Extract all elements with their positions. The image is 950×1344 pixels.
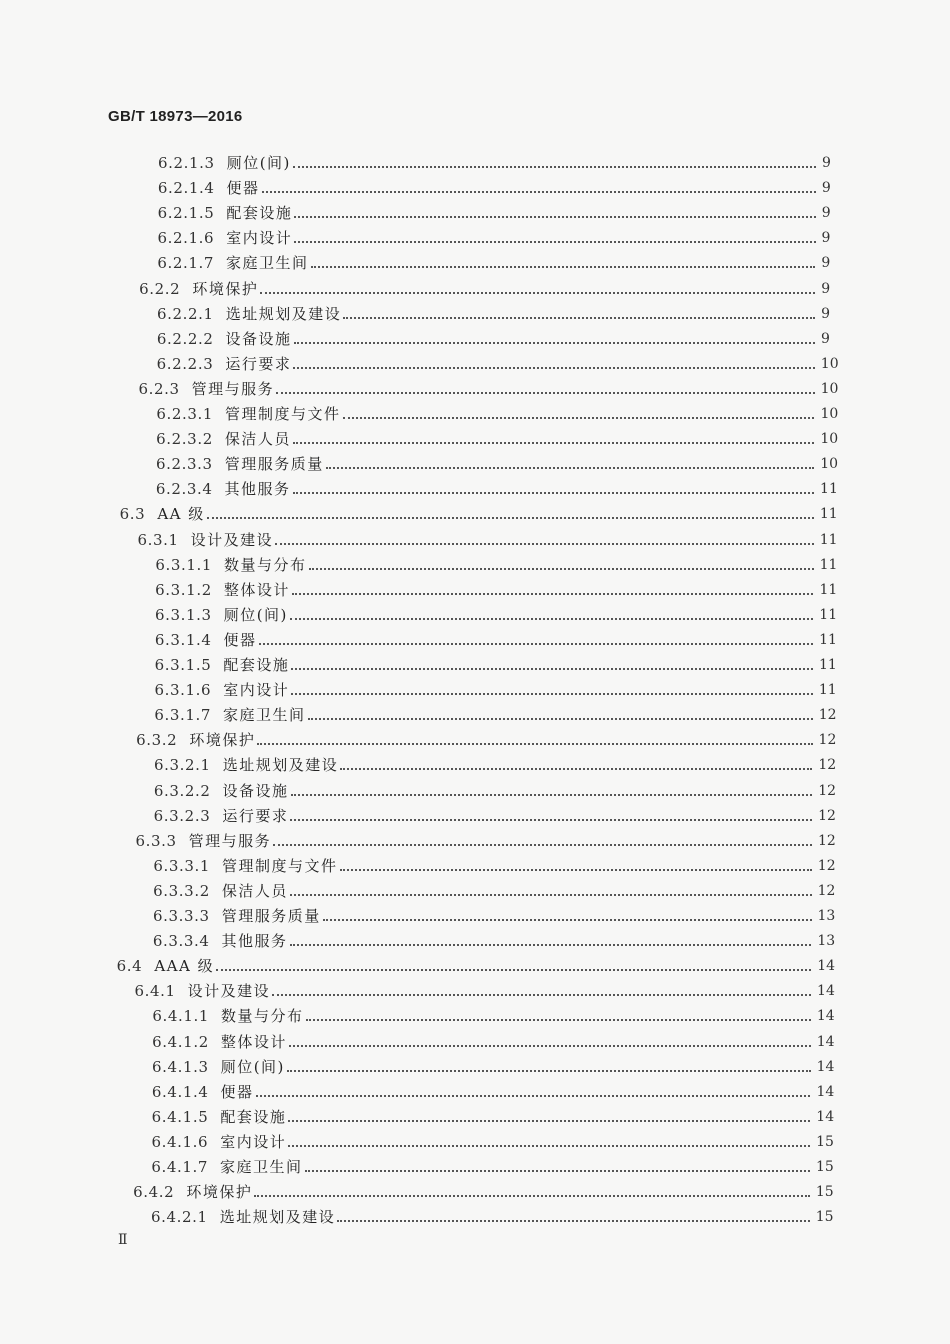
toc-entry-page: 10 <box>820 355 839 372</box>
toc-entry-page: 12 <box>818 757 837 774</box>
toc-entry[interactable] <box>153 926 836 950</box>
toc-entry-title: 设备设施 <box>225 329 292 348</box>
toc-entry[interactable] <box>152 1052 835 1076</box>
toc-entry-title: 便器 <box>223 630 257 649</box>
toc-entry-page: 10 <box>820 431 839 448</box>
toc-entry-page: 12 <box>817 832 836 849</box>
toc-entry[interactable] <box>135 976 836 1000</box>
toc-dot-leader <box>308 718 813 720</box>
toc-entry-number: 6.4.1.3 <box>152 1057 209 1076</box>
toc-entry-title: 整体设计 <box>220 1032 287 1051</box>
toc-entry[interactable] <box>158 173 840 197</box>
toc-entry-page: 9 <box>821 255 831 272</box>
toc-entry-number: 6.3.2.3 <box>153 806 211 825</box>
toc-entry-number: 6.4.1.7 <box>151 1158 209 1176</box>
toc-entry-page: 11 <box>819 531 838 548</box>
toc-entry-title: 管理与服务 <box>188 831 272 850</box>
toc-entry-page: 9 <box>821 230 831 247</box>
toc-entry[interactable] <box>136 725 836 749</box>
toc-entry-title: 室内设计 <box>223 681 290 700</box>
toc-dot-leader <box>340 768 812 770</box>
toc-dot-leader <box>273 844 812 846</box>
toc-entry[interactable] <box>133 1177 834 1201</box>
toc-entry-title: 环境保护 <box>189 731 256 750</box>
toc-entry[interactable] <box>120 499 838 523</box>
toc-dot-leader <box>311 266 816 268</box>
toc-entry[interactable] <box>153 851 835 875</box>
toc-entry-number: 6.3.1.1 <box>155 555 213 574</box>
toc-dot-leader <box>305 1170 810 1172</box>
toc-entry-title: 保洁人员 <box>224 430 291 449</box>
toc-entry[interactable] <box>152 1102 835 1126</box>
toc-entry-number: 6.3 <box>119 505 146 524</box>
toc-entry-number: 6.3.3.2 <box>153 881 210 900</box>
toc-entry-title: 设备设施 <box>222 781 289 800</box>
toc-entry[interactable] <box>155 625 837 649</box>
toc-dot-leader <box>216 969 811 971</box>
toc-entry-number: 6.4.1.4 <box>151 1082 209 1101</box>
toc-dot-leader <box>290 944 812 946</box>
toc-entry-title: 管理与服务 <box>191 379 275 398</box>
toc-entry-number: 6.2.1.3 <box>158 154 215 172</box>
toc-entry[interactable] <box>152 1027 835 1051</box>
toc-entry-number: 6.3.1 <box>137 530 179 549</box>
toc-entry[interactable] <box>156 474 838 498</box>
toc-dot-leader <box>275 543 814 545</box>
toc-entry[interactable] <box>158 148 840 172</box>
page-number: Ⅱ <box>118 1232 128 1248</box>
toc-entry-title: 室内设计 <box>226 229 293 248</box>
toc-entry-page: 14 <box>816 1108 835 1125</box>
toc-entry-page: 11 <box>818 682 837 699</box>
toc-entry-number: 6.2.2.1 <box>157 304 214 323</box>
toc-entry-number: 6.3.1.5 <box>154 656 212 674</box>
toc-entry-page: 12 <box>818 732 837 749</box>
toc-entry[interactable] <box>156 449 838 473</box>
toc-dot-leader <box>254 1195 809 1197</box>
toc-entry-number: 6.3.1.3 <box>155 605 212 624</box>
toc-entry-title: 数量与分布 <box>221 1007 304 1026</box>
toc-dot-leader <box>287 1070 811 1072</box>
toc-entry[interactable] <box>138 525 838 549</box>
toc-entry-page: 13 <box>817 933 836 950</box>
toc-entry[interactable] <box>136 826 836 850</box>
toc-entry[interactable] <box>155 650 837 674</box>
toc-entry-number: 6.2.3.3 <box>156 455 213 474</box>
toc-entry-page: 10 <box>820 380 839 397</box>
toc-dot-leader <box>326 467 814 469</box>
toc-entry[interactable] <box>154 700 836 724</box>
toc-dot-leader <box>272 994 811 996</box>
toc-entry-title: 家庭卫生间 <box>223 706 306 725</box>
toc-dot-leader <box>291 668 813 670</box>
toc-entry-title: 选址规划及建设 <box>219 1208 336 1227</box>
toc-dot-leader <box>337 1220 809 1222</box>
toc-entry-page: 13 <box>817 908 836 924</box>
toc-entry-page: 9 <box>820 330 830 347</box>
toc-entry-title: 运行要求 <box>222 806 289 825</box>
toc-entry[interactable] <box>154 776 836 800</box>
toc-dot-leader <box>291 794 813 796</box>
toc-entry-number: 6.4.1.2 <box>152 1032 209 1051</box>
toc-entry-title: AA 级 <box>157 505 205 524</box>
toc-entry[interactable] <box>155 575 837 599</box>
toc-dot-leader <box>256 1095 811 1097</box>
toc-entry-page: 15 <box>816 1133 834 1150</box>
toc-entry-title: AAA 级 <box>154 957 215 976</box>
toc-entry-title: 配套设施 <box>220 1107 287 1126</box>
toc-dot-leader <box>293 442 814 444</box>
toc-entry-page: 10 <box>820 456 839 473</box>
toc-entry-number: 6.3.2 <box>136 731 178 750</box>
toc-entry-number: 6.3.1.7 <box>154 706 212 725</box>
toc-entry-title: 环境保护 <box>192 279 259 298</box>
toc-entry[interactable] <box>151 1152 834 1176</box>
toc-entry-page: 15 <box>815 1184 834 1201</box>
toc-entry[interactable] <box>152 1077 835 1101</box>
toc-entry-title: 其他服务 <box>221 932 288 951</box>
toc-entry-title: 保洁人员 <box>221 881 288 900</box>
toc-entry-number: 6.4.2.1 <box>151 1208 208 1227</box>
toc-entry-page: 14 <box>816 1083 835 1100</box>
toc-entry-number: 6.3.3.1 <box>153 856 211 875</box>
toc-entry-page: 11 <box>819 506 838 523</box>
toc-entry[interactable] <box>158 198 840 222</box>
toc-entry[interactable] <box>152 1127 835 1151</box>
toc-entry-title: 管理服务质量 <box>224 455 324 474</box>
toc-entry[interactable] <box>157 349 839 373</box>
toc-entry-number: 6.2.1.4 <box>157 179 215 198</box>
toc-entry-number: 6.3.3 <box>135 831 177 850</box>
toc-dot-leader <box>293 367 814 369</box>
toc-entry-page: 15 <box>815 1159 834 1175</box>
toc-entry-title: 厕位(间) <box>226 154 291 172</box>
toc-dot-leader <box>343 417 815 419</box>
toc-entry[interactable] <box>153 876 835 900</box>
toc-entry-page: 14 <box>816 1008 835 1025</box>
toc-dot-leader <box>294 216 815 218</box>
toc-dot-leader <box>343 317 815 319</box>
toc-dot-leader <box>259 643 814 645</box>
toc-entry-page: 11 <box>820 481 838 498</box>
toc-dot-leader <box>323 919 812 921</box>
toc-entry[interactable] <box>156 424 838 448</box>
toc-entry-page: 12 <box>818 707 837 724</box>
toc-entry-page: 9 <box>822 155 831 171</box>
toc-entry-title: 环境保护 <box>186 1183 253 1202</box>
toc-dot-leader <box>294 241 815 243</box>
toc-entry-number: 6.2.3 <box>138 379 180 398</box>
toc-dot-leader <box>257 743 812 745</box>
toc-entry[interactable] <box>156 399 838 423</box>
toc-entry-number: 6.2.3.4 <box>155 480 213 499</box>
toc-entry[interactable] <box>158 223 840 247</box>
toc-entry[interactable] <box>152 1001 835 1025</box>
toc-entry-title: 配套设施 <box>226 204 293 223</box>
toc-entry-title: 配套设施 <box>223 656 290 674</box>
toc-entry-title: 厕位(间) <box>220 1057 285 1076</box>
toc-entry-page: 15 <box>815 1209 834 1226</box>
toc-entry-title: 运行要求 <box>225 354 292 373</box>
toc-dot-leader <box>292 593 814 595</box>
toc-entry-number: 6.2.2.2 <box>156 329 214 348</box>
toc-entry-page: 9 <box>821 305 831 322</box>
toc-entry-page: 12 <box>817 882 836 899</box>
toc-entry-page: 9 <box>821 180 831 197</box>
toc-entry[interactable] <box>155 600 837 624</box>
toc-entry-title: 便器 <box>226 179 260 198</box>
toc-entry-title: 数量与分布 <box>224 555 307 574</box>
toc-dot-leader <box>276 392 814 394</box>
toc-entry[interactable] <box>117 951 836 975</box>
toc-dot-leader <box>293 492 815 494</box>
toc-entry-title: 厕位(间) <box>223 605 288 624</box>
toc-entry[interactable] <box>153 901 836 925</box>
toc-entry-number: 6.4.1.5 <box>151 1107 209 1126</box>
toc-entry[interactable] <box>154 801 836 825</box>
toc-entry-number: 6.2.1.7 <box>157 254 215 273</box>
toc-dot-leader <box>293 166 816 168</box>
toc-entry-number: 6.3.3.4 <box>152 932 210 951</box>
toc-entry-number: 6.4.2 <box>133 1183 175 1202</box>
toc-entry-number: 6.2.3.2 <box>156 430 213 449</box>
toc-dot-leader <box>290 894 812 896</box>
toc-entry-page: 12 <box>817 857 836 874</box>
toc-entry[interactable] <box>139 374 839 398</box>
toc-entry-title: 管理服务质量 <box>221 907 321 925</box>
toc-entry-page: 11 <box>819 606 838 623</box>
toc-dot-leader <box>290 819 812 821</box>
toc-entry[interactable] <box>157 248 839 272</box>
toc-entry-number: 6.3.2.1 <box>154 756 211 775</box>
toc-entry-number: 6.2.1.6 <box>157 229 215 248</box>
toc-entry-page: 9 <box>821 280 831 297</box>
toc-entry[interactable] <box>157 299 839 323</box>
toc-entry-title: 整体设计 <box>223 580 290 599</box>
toc-entry-number: 6.3.1.4 <box>154 630 212 649</box>
toc-dot-leader <box>260 292 815 294</box>
toc-dot-leader <box>291 693 813 695</box>
toc-entry-number: 6.3.1.2 <box>155 580 212 599</box>
toc-entry-title: 家庭卫生间 <box>226 254 309 273</box>
toc-entry-title: 室内设计 <box>220 1132 287 1151</box>
toc-entry-page: 11 <box>819 631 837 648</box>
toc-entry-number: 6.2.2.3 <box>156 354 214 373</box>
toc-entry-number: 6.3.2.2 <box>153 781 211 800</box>
toc-entry-page: 11 <box>819 581 838 598</box>
toc-entry[interactable] <box>139 274 839 298</box>
toc-entry-title: 管理制度与文件 <box>222 856 338 875</box>
toc-entry-page: 11 <box>818 657 837 673</box>
toc-entry-title: 家庭卫生间 <box>220 1158 303 1176</box>
toc-entry-page: 12 <box>818 807 836 824</box>
toc-entry-number: 6.4.1.6 <box>151 1132 209 1151</box>
toc-entry-page: 14 <box>816 1033 835 1050</box>
document-standard-code: GB/T 18973—2016 <box>108 108 243 125</box>
toc-dot-leader <box>306 1019 811 1021</box>
toc-dot-leader <box>288 1145 810 1147</box>
toc-entry-number: 6.3.1.6 <box>154 681 212 700</box>
toc-entry-title: 选址规划及建设 <box>225 304 342 323</box>
toc-dot-leader <box>262 191 816 193</box>
toc-entry[interactable] <box>155 550 837 574</box>
toc-entry-page: 14 <box>817 983 835 1000</box>
toc-dot-leader <box>207 517 814 519</box>
toc-entry-number: 6.2.1.5 <box>157 204 215 223</box>
toc-entry-title: 选址规划及建设 <box>222 756 339 775</box>
toc-entry-page: 11 <box>819 556 838 573</box>
toc-entry[interactable] <box>151 1202 834 1226</box>
toc-dot-leader <box>290 618 813 620</box>
toc-dot-leader <box>289 1045 811 1047</box>
toc-entry-title: 便器 <box>220 1082 254 1101</box>
toc-entry-number: 6.4 <box>116 957 143 976</box>
toc-entry[interactable] <box>157 324 839 348</box>
toc-entry-number: 6.2.3.1 <box>156 405 214 423</box>
toc-entry-title: 管理制度与文件 <box>225 405 341 423</box>
toc-entry-title: 设计及建设 <box>187 982 271 1001</box>
toc-entry-number: 6.2.2 <box>139 279 181 298</box>
toc-dot-leader <box>294 342 815 344</box>
toc-dot-leader <box>309 568 814 570</box>
toc-entry-page: 14 <box>816 1058 835 1075</box>
toc-entry-number: 6.4.1 <box>134 982 176 1001</box>
toc-entry-page: 10 <box>820 406 839 422</box>
toc-entry-title: 设计及建设 <box>190 530 274 549</box>
toc-dot-leader <box>288 1120 810 1122</box>
toc-dot-leader <box>340 869 812 871</box>
toc-entry-page: 14 <box>817 958 836 975</box>
toc-entry[interactable] <box>155 675 837 699</box>
toc-entry-number: 6.3.3.3 <box>153 907 210 925</box>
toc-entry-page: 9 <box>821 205 831 222</box>
toc-entry-number: 6.4.1.1 <box>152 1007 210 1026</box>
toc-entry-title: 其他服务 <box>224 480 291 499</box>
toc-entry[interactable] <box>154 750 836 774</box>
toc-entry-page: 12 <box>818 782 837 799</box>
